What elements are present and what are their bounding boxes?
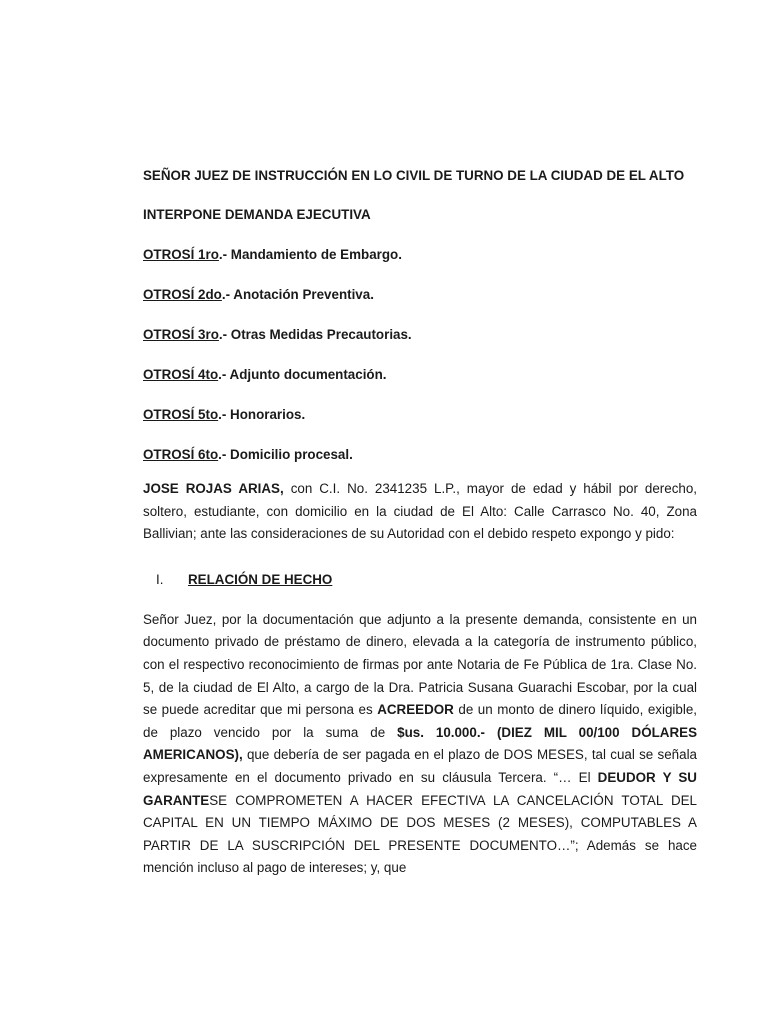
otrosi-text: .- Otras Medidas Precautorias. (218, 327, 412, 342)
otrosi-text: .- Honorarios. (218, 407, 306, 422)
facts-text: de un monto de dinero líquido, exigible, de plazo vencido por la suma de (143, 702, 697, 740)
otrosi-key: OTROSÍ 4to (143, 367, 219, 382)
otrosi-item-2 (143, 287, 697, 303)
otrosi-item-1 (143, 247, 697, 263)
section-number: I. (156, 571, 164, 587)
otrosi-item-3 (143, 327, 697, 343)
section-heading (143, 572, 697, 590)
otrosi-text: .- Adjunto documentación. (218, 367, 387, 382)
facts-text: que debería de ser pagada en el plazo de DOS MESES, tal cual se señala expresamente en el documento privado en su cláusula Tercera. “… El (143, 747, 697, 785)
creditor-label: ACREEDOR (377, 702, 454, 718)
otrosi-item-6 (143, 447, 697, 463)
addressee-heading: SEÑOR JUEZ DE INSTRUCCIÓN EN LO CIVIL DE TURNO DE LA CIUDAD DE EL ALTO (143, 168, 685, 183)
facts-paragraph (143, 609, 697, 880)
facts-text: Señor Juez, por la documentación que adjunto a la presente demanda, consistente en un documento privado de préstamo de dinero, elevada a la categoría de instrumento público, con el respectivo reconocimiento de firmas por ante Notaria de Fe Pública de 1ra. Clase No. 5, de la ciudad de El Alto, a cargo de la Dra. Patricia Susana Guarachi Escobar, por la cual se puede acreditar que mi persona es (143, 611, 697, 718)
intro-text: con C.I. No. 2341235 L.P., mayor de edad y hábil por derecho, soltero, estudiante, con domicilio en la ciudad de El Alto: Calle Carrasco No. 40, Zona Ballivian; ante las consideraciones de su Autoridad con el debido respeto expongo y pido: (143, 481, 698, 542)
otrosi-key: OTROSÍ 6to (143, 447, 219, 462)
otrosi-text: .- Domicilio procesal. (218, 447, 353, 462)
document-title: INTERPONE DEMANDA EJECUTIVA (143, 207, 371, 222)
otrosi-key: OTROSÍ 3ro (143, 327, 219, 342)
otrosi-item-4 (143, 367, 697, 383)
otrosi-text: .- Mandamiento de Embargo. (218, 247, 402, 262)
otrosi-key: OTROSÍ 2do (143, 287, 222, 302)
otrosi-item-5 (143, 407, 697, 423)
section-title: RELACIÓN DE HECHO (188, 571, 333, 587)
otrosi-key: OTROSÍ 1ro (143, 247, 219, 262)
document-content (143, 168, 697, 880)
intro-paragraph (143, 478, 697, 546)
otrosi-key: OTROSÍ 5to (143, 407, 219, 422)
amount-label: $us. 10.000.- (DIEZ MIL 00/100 DÓLARES AMERICANOS), (143, 724, 697, 763)
plaintiff-name: JOSE ROJAS ARIAS, (143, 481, 284, 496)
debtor-label: DEUDOR Y SU GARANTE (143, 769, 697, 808)
facts-text: SE COMPROMETEN A HACER EFECTIVA LA CANCELACIÓN TOTAL DEL CAPITAL EN UN TIEMPO MÁXIMO DE DOS MESES (2 MESES), COMPUTABLES A PARTIR DE LA SUSCRIPCIÓN DEL PRESENTE DOCUMENTO…”; Además se hace mención incluso al pago de intereses; y, que (143, 792, 697, 876)
otrosi-text: .- Anotación Preventiva. (221, 287, 374, 302)
